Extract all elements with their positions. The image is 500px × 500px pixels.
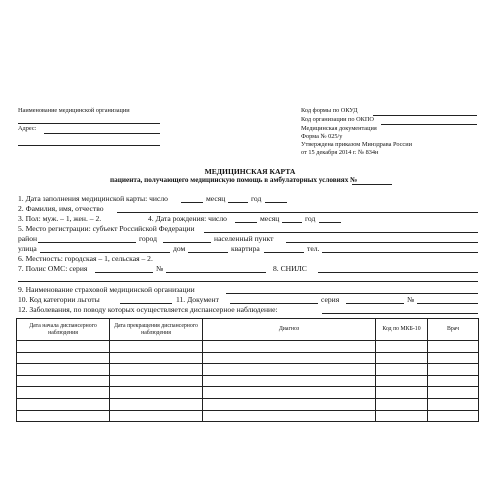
table-cell[interactable] [376,375,428,387]
spare-line[interactable] [18,281,478,282]
house-line[interactable] [188,252,228,253]
settlement-label: населенный пункт [214,234,274,243]
field-2-label: 2. Фамилия, имя, отчество [18,204,104,213]
col-header-icd-code: Код по МКБ-10 [376,319,428,341]
address-line-2[interactable] [18,145,160,146]
page-subtitle: пациента, получающего медицинскую помощь в амбулаторных условиях № [110,176,358,184]
table-cell[interactable] [17,352,110,364]
table-cell[interactable] [428,341,479,353]
document-number-line[interactable] [417,303,478,304]
table-row [17,364,479,376]
table-cell[interactable] [376,398,428,410]
col-header-diagnosis: Диагноз [203,319,376,341]
house-label: дом [173,244,186,253]
field-8-label: 8. СНИЛС [273,264,307,273]
insurer-line[interactable] [226,293,478,294]
fill-month-line[interactable] [228,202,248,203]
table-cell[interactable] [17,410,110,422]
org-name-label: Наименование медицинской организации [18,107,130,114]
field-4-label: 4. Дата рождения: число [148,214,227,223]
field-4-month-label: месяц [260,214,280,223]
field-1-year-label: год [251,194,262,203]
document-number-label: № [407,295,415,304]
document-series-label: серия [321,295,340,304]
table-cell[interactable] [203,352,376,364]
okpo-line[interactable] [381,124,477,125]
region-line[interactable] [204,232,478,233]
table-row [17,387,479,399]
table-cell[interactable] [203,387,376,399]
district-line[interactable] [38,242,136,243]
city-line[interactable] [163,242,211,243]
col-header-end-date: Дата прекращения диспансерного наблюдения [110,319,203,341]
table-cell[interactable] [110,352,203,364]
table-cell[interactable] [110,341,203,353]
table-cell[interactable] [110,364,203,376]
field-11-label: 11. Документ [176,295,219,304]
field-6-label: 6. Местность: городская – 1, сельская – 2. [18,254,153,263]
table-cell[interactable] [203,375,376,387]
table-cell[interactable] [376,341,428,353]
table-cell[interactable] [376,352,428,364]
table-row [17,398,479,410]
field-4-year-label: год [305,214,316,223]
table-cell[interactable] [110,387,203,399]
benefit-code-line[interactable] [120,303,172,304]
table-cell[interactable] [110,375,203,387]
dispensary-table [16,318,479,422]
approved-date: от 15 декабря 2014 г. № 834н [301,149,379,156]
street-label: улица [18,244,37,253]
field-12-label: 12. Заболевания, по поводу которых осуществляется диспансерное наблюдение: [18,305,278,314]
table-cell[interactable] [17,364,110,376]
birth-month-line[interactable] [282,222,302,223]
field-1-label: 1. Дата заполнения медицинской карты: число [18,194,168,203]
birth-year-line[interactable] [319,222,341,223]
table-cell[interactable] [376,387,428,399]
address-line[interactable] [44,133,160,134]
phone-label: тел. [307,244,320,253]
table-row [17,352,479,364]
field-9-label: 9. Наименование страховой медицинской организации [18,285,195,294]
col-header-doctor: Врач [428,319,479,341]
table-cell[interactable] [428,364,479,376]
table-cell[interactable] [376,364,428,376]
apartment-label: квартира [231,244,260,253]
col-header-start-date: Дата начала диспансерного наблюдения [17,319,110,341]
table-cell[interactable] [428,398,479,410]
table-cell[interactable] [17,341,110,353]
table-cell[interactable] [17,387,110,399]
field-3-label: 3. Пол: муж. – 1, жен. – 2. [18,214,102,223]
okpo-label: Код организации по ОКПО [301,116,374,123]
field-1-month-label: месяц [206,194,226,203]
org-name-line[interactable] [18,123,160,124]
table-header-row [17,319,479,341]
field-5-label: 5. Место регистрации: субъект Российской Федерации [18,224,195,233]
approved-by: Утверждена приказом Минздрава России [301,141,412,148]
okud-label: Код формы по ОКУД [301,107,358,114]
table-cell[interactable] [203,410,376,422]
table-cell[interactable] [428,410,479,422]
birth-day-line[interactable] [235,222,257,223]
card-number-line[interactable] [352,184,392,185]
phone-line[interactable] [322,252,478,253]
table-row [17,410,479,422]
form-number: Форма № 025/у [301,133,343,140]
policy-number-line[interactable] [166,272,266,273]
table-cell[interactable] [203,364,376,376]
table-cell[interactable] [203,398,376,410]
snils-line[interactable] [318,272,478,273]
document-series-line[interactable] [346,303,404,304]
city-label: город [139,234,157,243]
diseases-line[interactable] [322,313,478,314]
full-name-line[interactable] [117,212,478,213]
settlement-line[interactable] [286,242,478,243]
table-cell[interactable] [203,341,376,353]
okud-line[interactable] [373,115,477,116]
table-cell[interactable] [17,375,110,387]
page-title: МЕДИЦИНСКАЯ КАРТА [204,167,296,176]
table-cell[interactable] [428,375,479,387]
document-line[interactable] [230,303,318,304]
table-cell[interactable] [110,398,203,410]
field-10-label: 10. Код категории льготы [18,295,100,304]
apartment-line[interactable] [264,252,304,253]
table-row [17,375,479,387]
policy-number-label: № [156,264,164,273]
table-cell[interactable] [376,410,428,422]
fill-year-line[interactable] [265,202,287,203]
policy-series-line[interactable] [95,272,153,273]
table-cell[interactable] [428,387,479,399]
table-cell[interactable] [17,398,110,410]
street-line[interactable] [40,252,170,253]
table-cell[interactable] [110,410,203,422]
table-cell[interactable] [428,352,479,364]
doc-type: Медицинская документация [301,125,377,132]
address-label: Адрес: [18,125,37,132]
table-row [17,341,479,353]
field-7-label: 7. Полис ОМС: серия [18,264,88,273]
fill-day-line[interactable] [181,202,203,203]
district-label: район [18,234,38,243]
